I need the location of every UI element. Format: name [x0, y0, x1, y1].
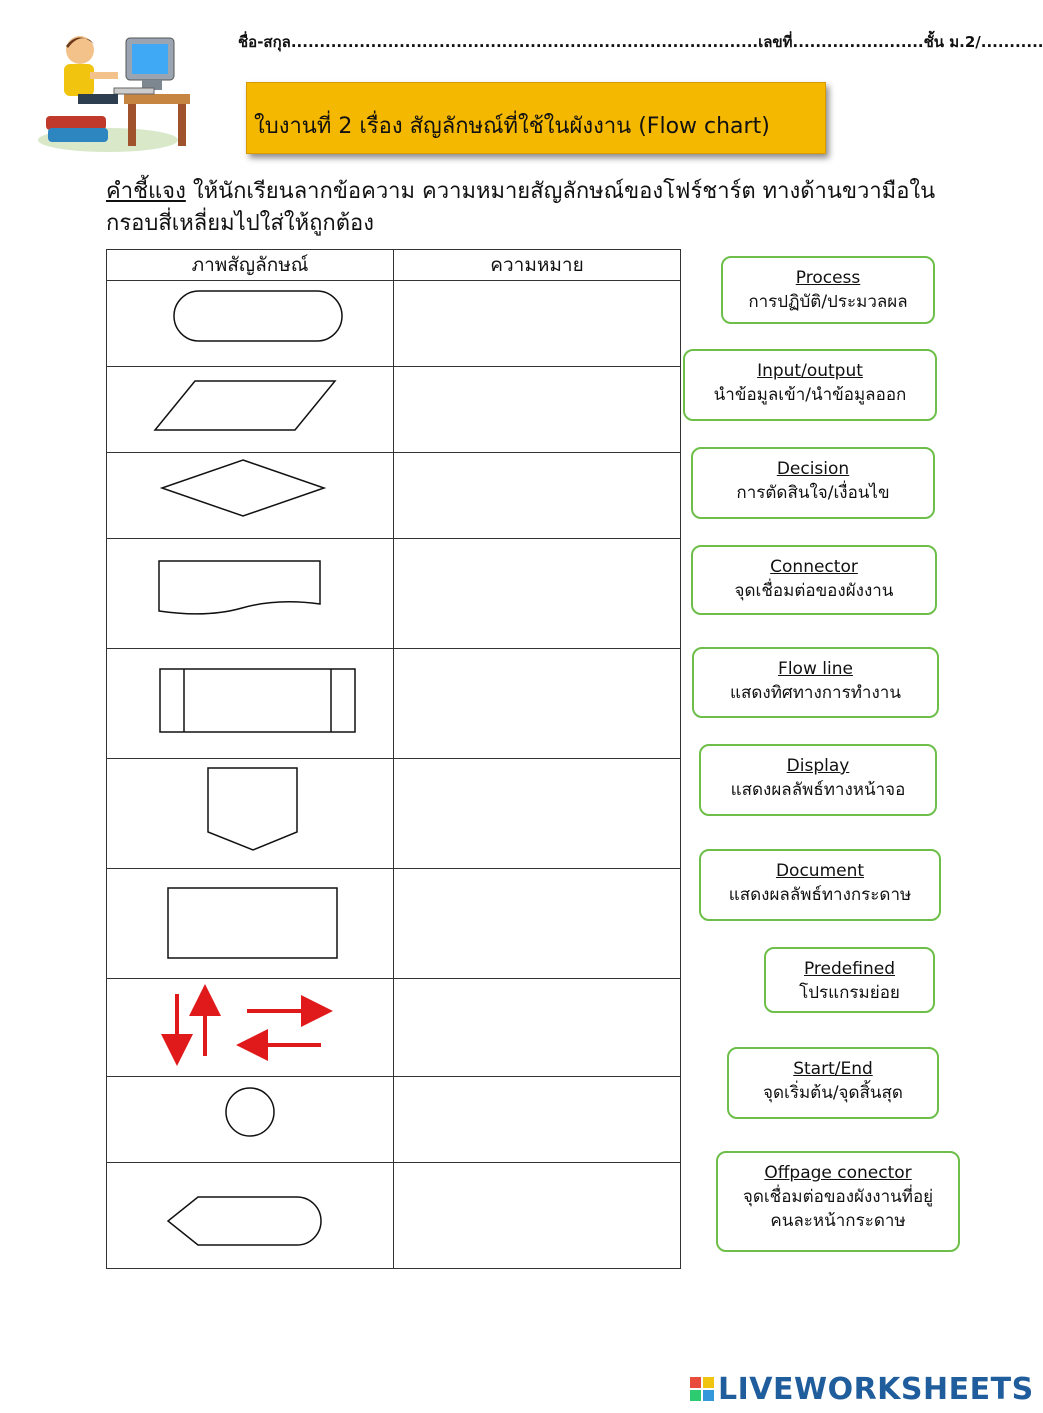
answer-drop-zone[interactable]: [394, 649, 681, 759]
card-en-label: Flow line: [778, 659, 853, 679]
card-decision[interactable]: [691, 447, 935, 519]
worksheet-title: ใบงานที่ 2 เรื่อง สัญลักษณ์ที่ใช้ในผังงาน (Flow chart): [254, 114, 770, 139]
card-en-label: Input/output: [757, 361, 863, 381]
card-th-label: จุดเชื่อมต่อของผังงานที่อยู่คนละหน้ากระดาษ: [742, 1187, 934, 1231]
boy-computer-clipart: [28, 28, 198, 154]
col-symbol-header: ภาพสัญลักษณ์: [107, 250, 394, 281]
answer-drop-zone[interactable]: [394, 453, 681, 539]
card-flow-line[interactable]: [692, 647, 939, 718]
answer-drop-zone[interactable]: [394, 759, 681, 869]
card-th-label: แสดงผลลัพธ์ทางหน้าจอ: [730, 780, 906, 800]
parallelogram-shape: [107, 368, 393, 452]
card-en-label: Offpage conector: [764, 1163, 912, 1183]
offpage-shape: [107, 1164, 393, 1268]
card-en-label: Start/End: [793, 1059, 873, 1079]
card-en-label: Process: [795, 268, 861, 288]
instructions-text: ให้นักเรียนลากข้อความ ความหมายสัญลักษณ์ของโฟร์ชาร์ต ทางด้านขวามือในกรอบสี่เหลี่ยมไปใส่ให้ถูกต้อง: [106, 179, 936, 236]
col-meaning-header: ความหมาย: [394, 250, 681, 281]
symbols-table: [106, 249, 681, 1269]
card-th-label: การปฏิบัติ/ประมวลผล: [748, 292, 908, 312]
diamond-shape: [107, 454, 393, 538]
card-start-end[interactable]: [727, 1047, 939, 1119]
liveworksheets-icon: [690, 1377, 714, 1401]
card-th-label: การตัดสินใจ/เงื่อนไข: [736, 483, 890, 503]
answer-drop-zone[interactable]: [394, 979, 681, 1077]
instructions: [106, 176, 946, 240]
answer-drop-zone[interactable]: [394, 1077, 681, 1163]
card-predefined[interactable]: [764, 947, 935, 1013]
answer-drop-zone[interactable]: [394, 281, 681, 367]
card-en-label: Display: [786, 756, 850, 776]
process-shape: [107, 870, 393, 978]
card-display[interactable]: [699, 744, 937, 816]
card-en-label: Predefined: [803, 959, 895, 979]
card-process[interactable]: [721, 256, 935, 324]
connector-circle: [107, 1078, 393, 1162]
logo-text: LIVEWORKSHEETS: [718, 1372, 1034, 1407]
answer-drop-zone[interactable]: [394, 1163, 681, 1269]
card-th-label: นำข้อมูลเข้า/นำข้อมูลออก: [713, 385, 907, 405]
card-document[interactable]: [699, 849, 941, 921]
card-th-label: โปรแกรมย่อย: [799, 983, 900, 1003]
instructions-label: คำชี้แจง: [106, 179, 186, 204]
card-th-label: จุดเชื่อมต่อของผังงาน: [734, 581, 894, 601]
card-offpage-connector[interactable]: [716, 1151, 960, 1252]
answer-drop-zone[interactable]: [394, 869, 681, 979]
terminal-shape: [107, 282, 393, 366]
display-shape: [107, 760, 393, 868]
card-en-label: Decision: [776, 459, 850, 479]
card-en-label: Document: [775, 861, 865, 881]
card-en-label: Connector: [770, 557, 858, 577]
card-input-output[interactable]: [683, 349, 937, 421]
card-connector[interactable]: [691, 545, 937, 615]
card-th-label: แสดงผลลัพธ์ทางกระดาษ: [728, 885, 912, 905]
liveworksheets-logo: [690, 1372, 1034, 1407]
student-info-line: ชื่อ-สกุล..................................................................................เลขที่.......................ชั้น ม.2/...........: [238, 33, 1043, 51]
flowline-arrows: [107, 980, 393, 1076]
predefined-shape: [107, 650, 393, 758]
answer-drop-zone[interactable]: [394, 367, 681, 453]
card-th-label: แสดงทิศทางการทำงาน: [730, 683, 901, 703]
card-th-label: จุดเริ่มต้น/จุดสิ้นสุด: [763, 1083, 903, 1103]
answer-drop-zone[interactable]: [394, 539, 681, 649]
document-shape: [107, 540, 393, 648]
